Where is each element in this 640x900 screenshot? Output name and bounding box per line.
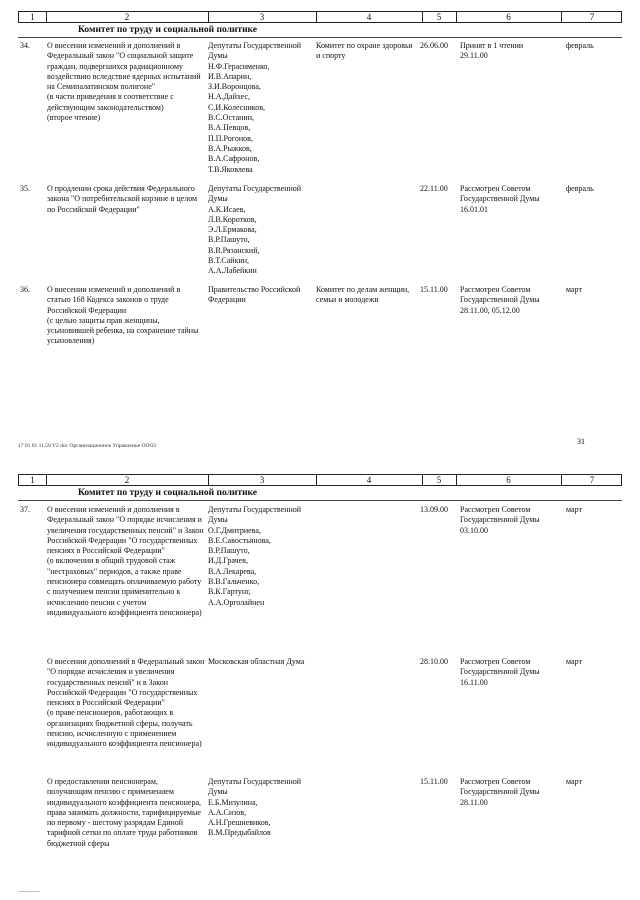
document-footer: 17 01 01 11.50 V2 doc Организационное Управление ООО3 [18,443,157,449]
planned-month: март [566,285,582,294]
row-divider [18,37,622,38]
submission-date: 15.11.00 [420,285,448,294]
header-col-7: 7 [589,12,595,22]
bill-title: О внесении изменений и дополнений в статью 168 Кодекса законов о труде Российской Федерации (с целью защиты прав женщины, усыновившей ребенка, на сохранение тайны усыновления) [47,285,199,346]
bill-status: Рассмотрен Советом Государственной Думы 16.01.01 [460,184,540,214]
planned-month: февраль [566,41,594,50]
planned-month: март [566,657,582,666]
bill-initiator: Депутаты Государственной Думы А.К.Исаев, Л.В.Коротков, Э.Л.Ермакова, В.Р.Пашуто, В.В.Рязанский, В.Т.Сайкин, А.А.Лабейкин [208,184,302,276]
row-number: 37. [20,505,30,514]
bill-initiator: Депутаты Государственной Думы О.Г.Дмитриева, В.Е.Савостьянова, В.Р.Пашуто, И.Д.Грачев, В.А.Лекарева, В.В.Гальченко, В.К.Гартунг, А.А.Орголайнен [208,505,302,607]
header-col-3: 3 [259,475,265,485]
row-number: 36. [20,285,30,294]
header-col-6: 6 [506,12,511,22]
responsible-committee: Комитет по делам женщин, семьи и молодежи [316,285,410,305]
committee-heading: Комитет по труду и социальной политике [78,25,257,35]
submission-date: 26.06.00 [420,41,448,50]
header-col-5: 5 [436,12,442,22]
planned-month: март [566,505,582,514]
responsible-committee: Комитет по охране здоровья и спорту [316,41,413,61]
submission-date: 15.11.00 [420,777,448,786]
page-number: 31 [577,437,585,446]
table-header [18,474,622,486]
scan-mark: ~~~~~~~~ [18,890,40,895]
planned-month: февраль [566,184,594,193]
bill-title: О продлении срока действия Федерального закона "О потребительской корзине в целом по Российской Федерации" [47,184,198,214]
bill-status: Рассмотрен Советом Государственной Думы 28.11.00 [460,777,540,807]
bill-status: Рассмотрен Советом Государственной Думы 03.10.00 [460,505,540,535]
submission-date: 22.11.00 [420,184,448,193]
bill-initiator: Московская областная Дума [208,657,305,666]
bill-status: Принят в 1 чтении 29.11.00 [460,41,524,61]
bill-status: Рассмотрен Советом Государственной Думы 16.11.00 [460,657,540,687]
planned-month: март [566,777,582,786]
row-number: 34. [20,41,30,50]
header-col-4: 4 [366,475,372,485]
header-col-1: 1 [30,12,35,22]
bill-title: О внесении изменений и дополнений в Федеральный закон "О социальной защите граждан, подвергшихся радиационному воздействию вследствие ядерных испытаний на Семипалатинском полигоне" (в части приведения в соответствие с действующим законодательством) (второе чтение) [47,41,201,123]
bill-initiator: Правительство Российской Федерации [208,285,301,305]
bill-initiator: Депутаты Государственной Думы Е.Б.Мизулина, А.А.Сизов, А.Н.Грешневиков, В.М.Предыбайлов [208,777,302,838]
bill-title: О внесении дополнений в Федеральный закон "О порядке исчисления и увеличения государственных пенсий" и в Закон Российской Федерации "О государственных пенсиях в Российской Федерации" (о праве пенсионеров, работающих в организациях бюджетной сферы, получать пенсию, исчисленную с применением индивидуального коэффициента пенсионера) [47,657,205,749]
submission-date: 28.10.00 [420,657,448,666]
submission-date: 13.09.00 [420,505,448,514]
header-col-6: 6 [506,475,511,485]
row-number: 35. [20,184,30,193]
bill-initiator: Депутаты Государственной Думы Н.Ф.Герасименко, И.В.Апарин, З.И.Воронцова, Н.А.Дайхес, С.И.Колесников, В.С.Останин, В.А.Певцов, П.П.Рогонов, В.А.Рыжков, В.А.Сафронов, Т.В.Яковлева [208,41,302,174]
header-col-2: 2 [124,475,130,485]
header-col-2: 2 [124,12,130,22]
header-col-4: 4 [366,12,372,22]
header-col-7: 7 [589,475,595,485]
table-header [18,11,622,23]
bill-title: О предоставлении пенсионерам, получающим пенсию с применением индивидуального коэффициента пенсионера, права занимать должности, тарифицируемые по первому - шестому разрядам Единой тарифной сетки по оплате труда работников бюджетной сферы [47,777,201,848]
bill-status: Рассмотрен Советом Государственной Думы 28.11.00, 05.12.00 [460,285,540,315]
header-col-5: 5 [436,475,442,485]
committee-heading: Комитет по труду и социальной политике [78,488,257,498]
header-col-1: 1 [30,475,35,485]
row-divider [18,500,622,501]
bill-title: О внесении изменений и дополнения в Федеральный закон "О порядке исчисления и увеличения государственных пенсий" и Закон Российской Федерации "О государственных пенсиях в Российской Федерации" (о включении в общий трудовой стаж "нестраховых" периодов, а также праве пенсионера совмещать оплачиваемую работу с получением пенсии применительно к исчислению пенсии с учетом индивидуального коэффициента пенсионера) [47,505,204,617]
header-col-3: 3 [259,12,265,22]
